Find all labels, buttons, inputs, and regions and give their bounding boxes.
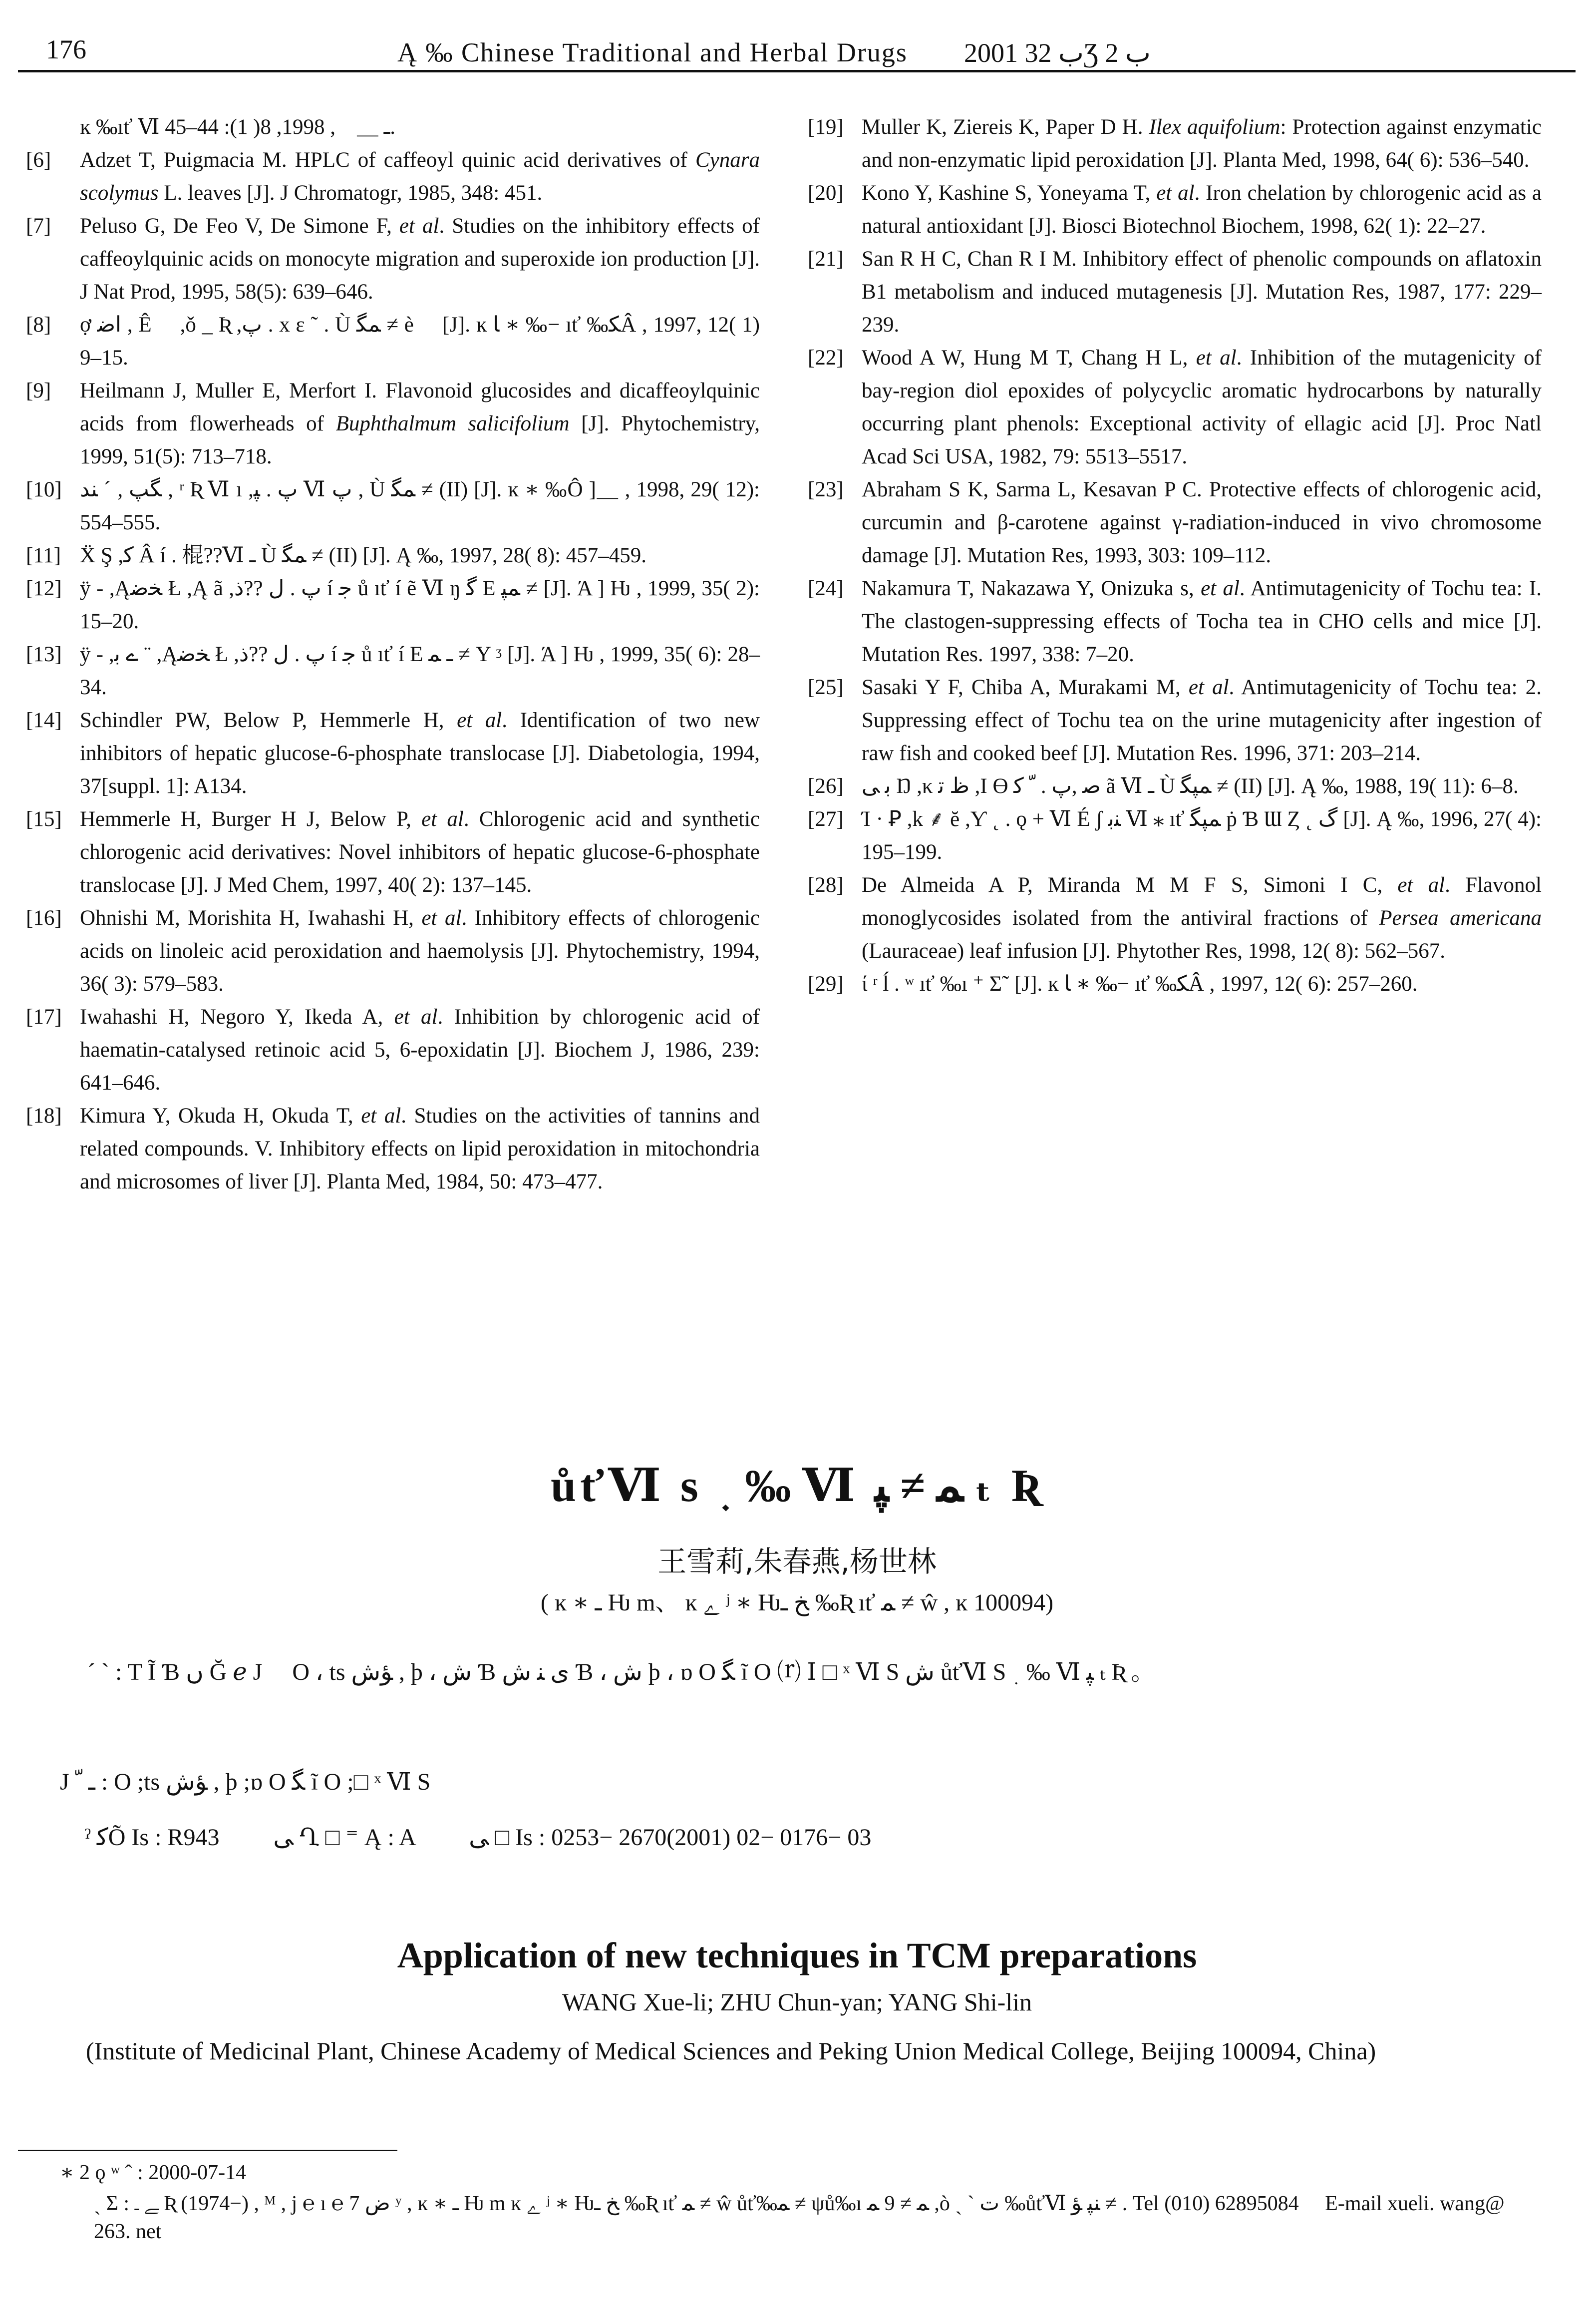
reference-number: [27] <box>808 807 844 831</box>
reference-number: [24] <box>808 577 844 600</box>
reference-text: ﮕﭗ , ˊ ﻨﺪ , ʳ Ʀ Ⅵ ı ,پ . ﭙ Ⅵ پ , Ù ﻤﮕ ≠ (II) [J]. ĸ ∗ ‰Ô ]＿ , 1998, 29( 12): 554–555. <box>80 478 760 534</box>
reference-number: [16] <box>26 906 62 930</box>
page-number: 176 <box>46 34 86 64</box>
reference-item <box>26 309 760 375</box>
reference-text: Ί · Ꝑ ,k ⸙ ĕ ,Ƴ ˛ . ǫ + Ⅵ É ʃ ﻨﺑ Ⅵ ⁎ ıť ﻤﭙﮕ ṗ Ɓ Ɯ Ȥ ˛ ﮒ [J]. Ą ‰, 1996, 27( 4): 195–199. <box>862 807 1542 864</box>
reference-number: [10] <box>26 478 62 501</box>
footnote-author-info: ˏ Ʃ : ﮯ ـ Ʀ (1974−) , ᴹ , j ℮ ı ℮ ﺽ 7 ʸ , ĸ ∗ ـ Ƕ m ĸ ﮮ ʲ ∗ Ƕﺦ ـ ‰Ʀ ıť ﻤ ≠ ŵ ůť‰ﻤ ≠ ψů‰ı ﻤ ≠ 9 ﻤ ,ò ˏ ˋ ﺕ ‰ůťⅥ ﻨﭙ ﺆ ≠ . Tel (010) 62895084 E-mail xueli. wang@ 263. net <box>94 2192 1505 2243</box>
reference-text: ÿ - ,ے ﺑ ¨ ,Ąﺨﺿ Ł ,پ . ﻝ ??ﺫ í ﺟ ů ıť í E ـ ﻤ ≠ Y ᶾ [J]. Ά ] Ƕ , 1999, 35( 6): 28–34. <box>80 643 760 699</box>
reference-number: [14] <box>26 709 62 732</box>
reference-number: [19] <box>808 115 844 139</box>
reference-number: [20] <box>808 181 844 205</box>
authors-cn: 王雪莉,朱春燕,杨世林 <box>657 1545 937 1578</box>
reference-text: Hemmerle H, Burger H J, Below P, et al. Chlorogenic acid and synthetic chlorogenic acid derivatives: Novel inhibitors of hepatic glucose-6-phosphate translocase [J]. J Med Chem, 1997, 40( 2): 137–145. <box>80 807 760 897</box>
article-title-cn: ůťⅥ s ﮳ ‰ Ⅵ ﻤ ≠ ﭙ ₜ Ʀ <box>551 1460 1043 1511</box>
reference-number: [22] <box>808 346 844 370</box>
reference-item <box>26 902 760 1001</box>
reference-text: Iwahashi H, Negoro Y, Ikeda A, et al. Inhibition by chlorogenic acid of haematin-catalysed retinoic acid 5, 6-epoxidatin [J]. Biochem J, 1986, 239: 641–646. <box>80 1005 760 1095</box>
reference-number: [12] <box>26 577 62 600</box>
affiliation-en: (Institute of Medicinal Plant, Chinese Academy of Medical Sciences and Peking Union Medical College, Beijing 100094, China) <box>86 2037 1376 2065</box>
reference-text: San R H C, Chan R I M. Inhibitory effect of phenolic compounds on aflatoxin B1 metabolism and induced mutagenesis [J]. Mutation Res, 1987, 177: 229–239. <box>862 247 1542 337</box>
reference-number: [28] <box>808 873 844 897</box>
reference-item <box>808 968 1542 1001</box>
footnote-rule <box>18 2150 397 2151</box>
reference-text: Nakamura T, Nakazawa Y, Onizuka s, et al. Antimutagenicity of Tochu tea: I. The clastogen-suppressing effects of Tocha tea in CHO cells and mice [J]. Mutation Res. 1997, 338: 7–20. <box>862 577 1542 666</box>
reference-item <box>808 803 1542 869</box>
reference-item <box>26 375 760 473</box>
reference-number: [17] <box>26 1005 62 1029</box>
reference-text: Ẍ Ş ,ﮐ Â í . 棍??Ⅵ ـ Ù ﻤﮕ ≠ (II) [J]. Ą ‰, 1997, 28( 8): 457–459. <box>80 544 647 567</box>
reference-item <box>26 144 760 210</box>
reference-item <box>26 1100 760 1198</box>
reference-text: ί ʳ ĺ . ʷ ıť ‰ı ⁺ Ʃ˜ [J]. ĸ ﺎ ∗ ‰− ıť ‰ﮑÂ , 1997, 12( 6): 257–260. <box>862 972 1418 996</box>
reference-item <box>26 111 760 144</box>
reference-number: [13] <box>26 643 62 666</box>
reference-text: Kono Y, Kashine S, Yoneyama T, et al. Iron chelation by chlorogenic acid as a natural antioxidant [J]. Biosci Biotechnol Biochem, 1998, 62( 1): 22–27. <box>862 181 1542 238</box>
reference-item <box>26 572 760 638</box>
reference-item <box>808 177 1542 243</box>
reference-text: Peluso G, De Feo V, De Simone F, et al. Studies on the inhibitory effects of caffeoylquinic acids on monocyte migration and superoxide ion production [J]. J Nat Prod, 1995, 58(5): 639–646. <box>80 214 760 304</box>
keywords-cn: J ـ ﹼ : O ;ts ﺆﺵ , þ ;ɒ O ﮕ ĩ O ;□ ˣ Ⅵ S <box>60 1769 431 1795</box>
footnote-received: ∗ 2 ǫ ʷ ˆ : 2000-07-14 <box>60 2161 247 2184</box>
reference-text: De Almeida A P, Miranda M M F S, Simoni I C, et al. Flavonol monoglycosides isolated from the antiviral fractions of Persea americana (Lauraceae) leaf infusion [J]. Phytother Res, 1998, 12( 8): 562–567. <box>862 873 1542 963</box>
reference-number: [6] <box>26 148 51 172</box>
reference-number: [15] <box>26 807 62 831</box>
affiliation-cn: ( ĸ ∗ ـ Ƕ m、 ĸ ﮮ ʲ ∗ Ƕﺦ ـ ‰Ʀ ıť ﻤ ≠ ŵ , ĸ 100094) <box>540 1589 1054 1616</box>
reference-number: [9] <box>26 379 51 402</box>
reference-text: ợ ﺍﺿ , Ê ,ǒ _ Ʀ ,پ . x ε ˜ . Ù ﻤﮕ ≠ è [J]. ĸ ﺎ ∗ ‰− ıť ‰ﮑÂ , 1997, 12( 1) 9–15. <box>80 313 760 370</box>
reference-text: Adzet T, Puigmacia M. HPLC of caffeoyl quinic acid derivatives of Cynara scolymus L. leaves [J]. J Chromatogr, 1985, 348: 451. <box>80 148 760 205</box>
reference-text: Schindler PW, Below P, Hemmerle H, et al. Identification of two new inhibitors of hepatic glucose-6-phosphate translocase [J]. Diabetologia, 1994, 37[suppl. 1]: A134. <box>80 709 760 798</box>
reference-number: [18] <box>26 1104 62 1128</box>
reference-item <box>26 210 760 309</box>
classification-cn: ˀ ﮐÕ Is : R943 ﻰ Ղ □ ⁼ Ą : A ﻰ □ Is : 0253− 2670(2001) 02− 0176− 03 <box>85 1824 872 1851</box>
reference-item <box>26 1001 760 1100</box>
reference-text: Kimura Y, Okuda H, Okuda T, et al. Studies on the activities of tannins and related compounds. V. Inhibitory effects on lipid peroxidation in mitochondria and microsomes of liver [J]. Planta Med, 1984, 50: 473–477. <box>80 1104 760 1193</box>
reference-item <box>808 342 1542 473</box>
reference-item <box>808 572 1542 671</box>
reference-text: ﺑ ﻰ Ŋ ,κ ﻅ ﺗ ,I Ө ﺻ ,پ . ﹼ ﮐ ã Ⅵ ـ Ù ﻤﭙﮕ ≠ (II) [J]. Ą ‰, 1988, 19( 11): 6–8. <box>862 775 1519 798</box>
running-header <box>18 30 1576 72</box>
reference-item <box>808 770 1542 803</box>
reference-item <box>26 638 760 704</box>
reference-item <box>26 473 760 539</box>
reference-text: Heilmann J, Muller E, Merfort I. Flavonoid glucosides and dicaffeoylquinic acids from flowerheads of Buphthalmum salicifolium [J]. Phytochemistry, 1999, 51(5): 713–718. <box>80 379 760 468</box>
references-right-column <box>808 111 1542 1001</box>
reference-number: [8] <box>26 313 51 337</box>
reference-text: Ohnishi M, Morishita H, Iwahashi H, et al. Inhibitory effects of chlorogenic acids on linoleic acid peroxidation and haemolysis [J]. Phytochemistry, 1994, 36( 3): 579–583. <box>80 906 760 996</box>
reference-number: [21] <box>808 247 844 271</box>
reference-text: Sasaki Y F, Chiba A, Murakami M, et al. Antimutagenicity of Tochu tea: 2. Suppressing effect of Tochu tea on the urine mutagenicity after ingestion of raw fish and cooked beef [J]. Mutation Res. 1996, 371: 203–214. <box>862 676 1542 765</box>
abstract-cn: ˊ ˋ : T Ĩ Ɓ ں Ğ ℯ J O ، ts ﺆﺵ , þ ، ﺵ Ɓ ﻯ ﻨ ﺵ Ɓ ، ﺵ þ ، ɒ O ﮕ ĩ O ⒭ Ⅰ □ ˣ Ⅵ S ﺵ ůťⅥ S ﮳ ‰ Ⅵ ﭙ ₜ Ʀ 。 <box>87 1659 1155 1685</box>
reference-item <box>26 803 760 902</box>
reference-item <box>26 539 760 572</box>
reference-number: [23] <box>808 478 844 501</box>
authors-en: WANG Xue-li; ZHU Chun-yan; YANG Shi-lin <box>562 1988 1032 2016</box>
reference-number: [7] <box>26 214 51 238</box>
reference-text: Abraham S K, Sarma L, Kesavan P C. Protective effects of chlorogenic acid, curcumin and β-carotene against γ-radiation-induced in vivo chromosome damage [J]. Mutation Res, 1993, 303: 109–112. <box>862 478 1542 567</box>
article-title-en: Application of new techniques in TCM preparations <box>397 1936 1197 1975</box>
reference-number: [25] <box>808 676 844 699</box>
reference-item <box>808 111 1542 177</box>
reference-item <box>26 704 760 803</box>
reference-number: [26] <box>808 775 844 798</box>
reference-number: [29] <box>808 972 844 996</box>
references-left-column <box>26 111 760 1198</box>
reference-item <box>808 869 1542 968</box>
reference-item <box>808 243 1542 342</box>
volume-issue: 2001 ب 32Ʒ ب 2 <box>964 38 1151 68</box>
reference-text: Muller K, Ziereis K, Paper D H. Ilex aquifolium: Protection against enzymatic and non-enzymatic lipid peroxidation [J]. Planta Med, 1998, 64( 6): 536–540. <box>862 115 1542 172</box>
reference-item <box>808 473 1542 572</box>
reference-number: [11] <box>26 544 61 567</box>
journal-name: Ą ‰ Chinese Traditional and Herbal Drugs <box>397 37 908 67</box>
reference-text: ĸ ‰ıť Ⅵ ـ ＿ , 1998, 8( 1): 44–45. <box>80 115 396 139</box>
reference-text: Wood A W, Hung M T, Chang H L, et al. Inhibition of the mutagenicity of bay-region diol epoxides of polycyclic aromatic hydrocarbons by naturally occurring plant phenols: Exceptional activity of ellagic acid [J]. Proc Natl Acad Sci USA, 1982, 79: 5513–5517. <box>862 346 1542 468</box>
reference-text: ÿ - ,Ąﺨﺿ Ł ,Ą ã ,پ . ﻝ ??ﺫ í ﺟ ů ıť í ẽ Ⅵ ŋ ﮔ E ﻤﭙ ≠ [J]. Ά ] Ƕ , 1999, 35( 2): 15–20. <box>80 577 760 633</box>
reference-item <box>808 671 1542 770</box>
